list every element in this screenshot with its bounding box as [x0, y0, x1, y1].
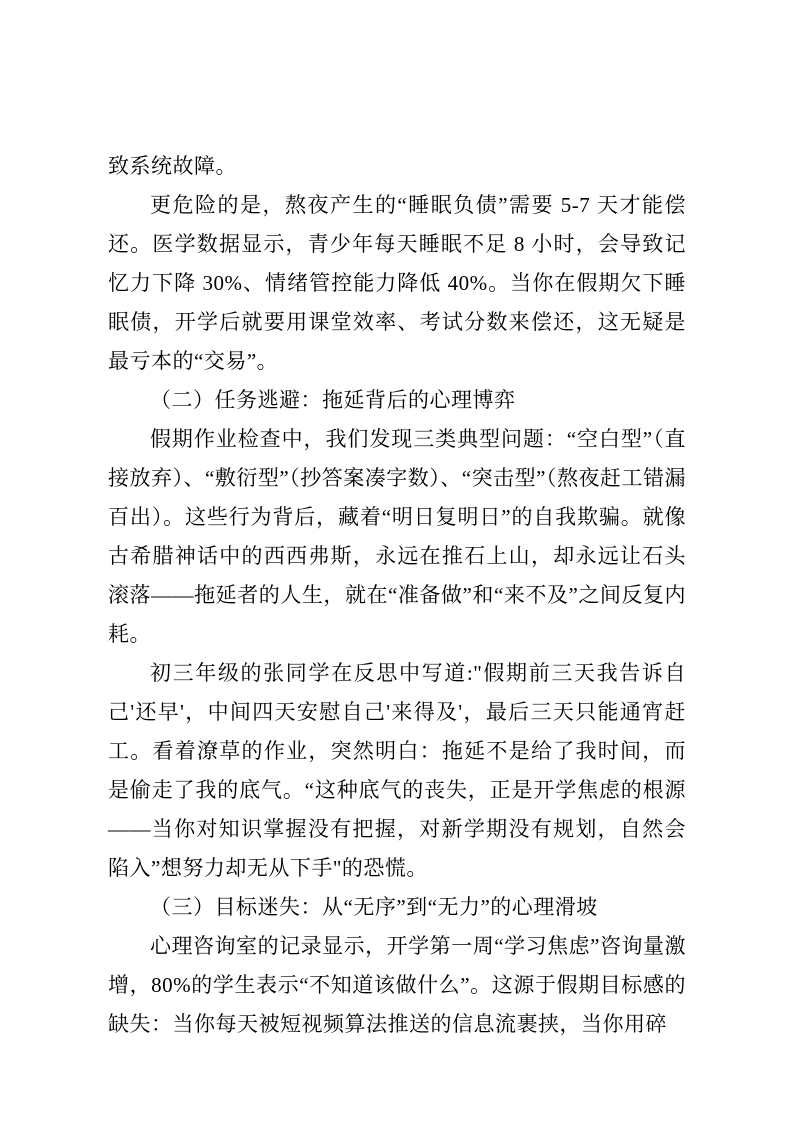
- paragraph-student-reflection: 初三年级的张同学在反思中写道:"假期前三天我告诉自己'还早'，中间四天安慰自己'来得及'，最后三天只能通宵赶工。看着潦草的作业，突然明白：拖延不是给了我时间，而是偷走了我的底气。“这种底气的丧失，正是开学焦虑的根源——当你对知识掌握没有把握，对新学期没有规划，自然会陷入”想努力却无从下手"的恐慌。: [108, 661, 686, 880]
- heading-section-three-goal-loss: （三）目标迷失：从“无序”到“无力”的心理滑坡: [150, 895, 598, 919]
- paragraph-continuation: 致系统故障。: [108, 154, 237, 178]
- heading-section-two-task-avoidance: （二）任务逃避：拖延背后的心理博弈: [150, 388, 516, 412]
- paragraph-homework-problem-types: 假期作业检查中，我们发现三类典型问题：“空白型”（直接放弃）、“敷衍型”（抄答案凑字数）、“突击型”（熬夜赶工错漏百出）。这些行为背后，藏着“明日复明日”的自我欺骗。就像古希腊神话中的西西弗斯，永远在推石上山，却永远让石头滚落——拖延者的人生，就在“准备做”和“来不及”之间反复内耗。: [108, 427, 686, 646]
- document-body-text: [108, 147, 686, 1044]
- paragraph-counseling-records: 心理咨询室的记录显示，开学第一周“学习焦虑”咨询量激增，80%的学生表示“不知道该做什么”。这源于假期目标感的缺失：当你每天被短视频算法推送的信息流裹挟，当你用碎: [108, 934, 686, 1036]
- paragraph-sleep-debt: 更危险的是，熬夜产生的“睡眠负债”需要 5-7 天才能偿还。医学数据显示，青少年每天睡眠不足 8 小时，会导致记忆力下降 30%、情绪管控能力降低 40%。当你在假期欠下睡眠债，开学后就要用课堂效率、考试分数来偿还，这无疑是最亏本的“交易”。: [108, 193, 686, 373]
